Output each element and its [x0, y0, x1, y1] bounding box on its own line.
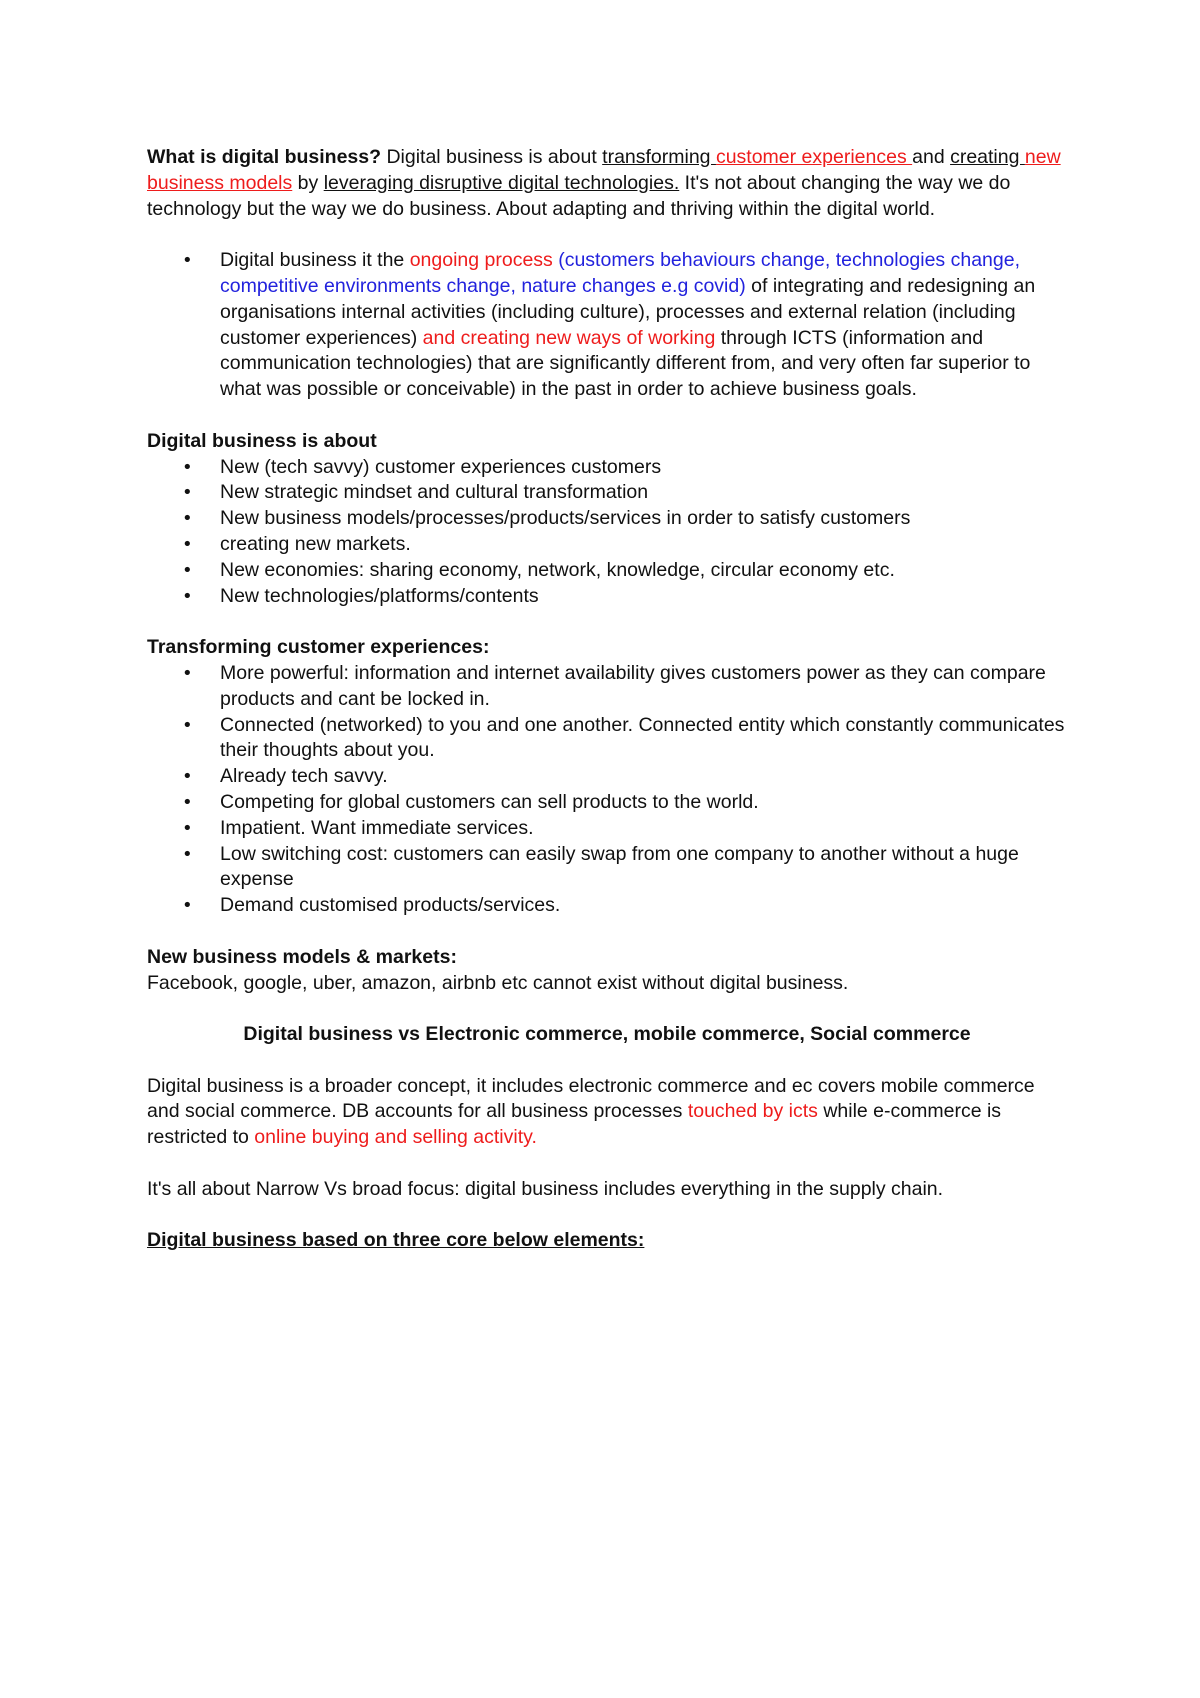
- about-list: [147, 455, 1067, 610]
- definition-text-2: of integrating and redesigning an organisations internal activities (including culture), processes and external relation (including customer experiences): [220, 274, 1036, 349]
- intro-highlight-new-business-models: new business models: [147, 146, 1061, 194]
- comparison-heading: Digital business vs Electronic commerce, mobile commerce, Social commerce: [243, 1023, 971, 1046]
- models-heading: New business models & markets:: [147, 945, 457, 968]
- definition-highlight-new-ways: and creating new ways of working: [422, 326, 716, 349]
- comparison-paragraph: [147, 1074, 1067, 1151]
- comparison-text-1: Digital business is a broader concept, it includes electronic commerce and ec covers mobile commerce and social commerce. DB accounts for all business processes: [147, 1074, 1035, 1123]
- intro-text-1: Digital business is about: [381, 146, 603, 168]
- about-heading: Digital business is about: [147, 429, 377, 452]
- transforming-heading: Transforming customer experiences:: [147, 636, 490, 659]
- comparison-highlight-online: online buying and selling activity.: [254, 1126, 537, 1149]
- list-item: • New (tech savvy) customer experiences customers: [147, 455, 1067, 481]
- transforming-list: [147, 661, 1067, 919]
- intro-underline-2: creating: [950, 146, 1025, 168]
- definition-list: [147, 248, 1067, 403]
- list-item: • Competing for global customers can sell products to the world.: [147, 790, 1067, 816]
- list-item: • New technologies/platforms/contents: [147, 584, 1067, 610]
- list-item: • More powerful: information and internet availability gives customers power as they can compare products and cant be locked in.: [147, 661, 1067, 713]
- core-heading: Digital business based on three core below elements:: [147, 1229, 645, 1252]
- list-item: • Already tech savvy.: [147, 764, 1067, 790]
- list-item: • Impatient. Want immediate services.: [147, 816, 1067, 842]
- comparison-text-2: while e-commerce is restricted to: [147, 1100, 1002, 1149]
- definition-highlight-ongoing-process: ongoing process: [409, 249, 553, 272]
- intro-underline-1: transforming: [602, 146, 716, 168]
- list-item: • Connected (networked) to you and one another. Connected entity which constantly communicates their thoughts about you.: [147, 713, 1067, 765]
- list-item: • New economies: sharing economy, network, knowledge, circular economy etc.: [147, 558, 1067, 584]
- intro-heading: What is digital business?: [147, 146, 382, 168]
- list-item: • New strategic mindset and cultural transformation: [147, 480, 1067, 506]
- intro-text-3: by: [292, 171, 324, 194]
- focus-paragraph: It's all about Narrow Vs broad focus: digital business includes everything in the supply chain.: [147, 1177, 944, 1200]
- definition-text-3: through ICTS (information and communication technologies) that are significantly different from, and very often far superior to what was possible or conceivable) in the past in order to achieve business goals.: [220, 326, 1031, 401]
- intro-text-2: and: [912, 146, 951, 168]
- list-item: • New business models/processes/products/services in order to satisfy customers: [147, 506, 1067, 532]
- intro-highlight-customer-experiences: customer experiences: [715, 146, 913, 168]
- comparison-highlight-icts: touched by icts: [687, 1100, 818, 1123]
- intro-underline-3: leveraging disruptive digital technologies.: [323, 171, 680, 194]
- definition-examples: (customers behaviours change, technologies change, competitive environments change, nature changes e.g covid): [220, 249, 1020, 297]
- models-text: Facebook, google, uber, amazon, airbnb etc cannot exist without digital business.: [147, 971, 849, 994]
- document-page: [147, 145, 1067, 1254]
- list-item: • creating new markets.: [147, 532, 1067, 558]
- intro-paragraph: [147, 145, 1067, 222]
- list-item: • Low switching cost: customers can easily swap from one company to another without a huge expense: [147, 842, 1067, 894]
- definition-bullet: [147, 248, 1067, 403]
- intro-text-4: It's not about changing the way we do technology but the way we do business. About adapting and thriving within the digital world.: [147, 171, 1011, 220]
- definition-text-1: Digital business it the: [220, 249, 410, 272]
- list-item: • Demand customised products/services.: [147, 893, 1067, 919]
